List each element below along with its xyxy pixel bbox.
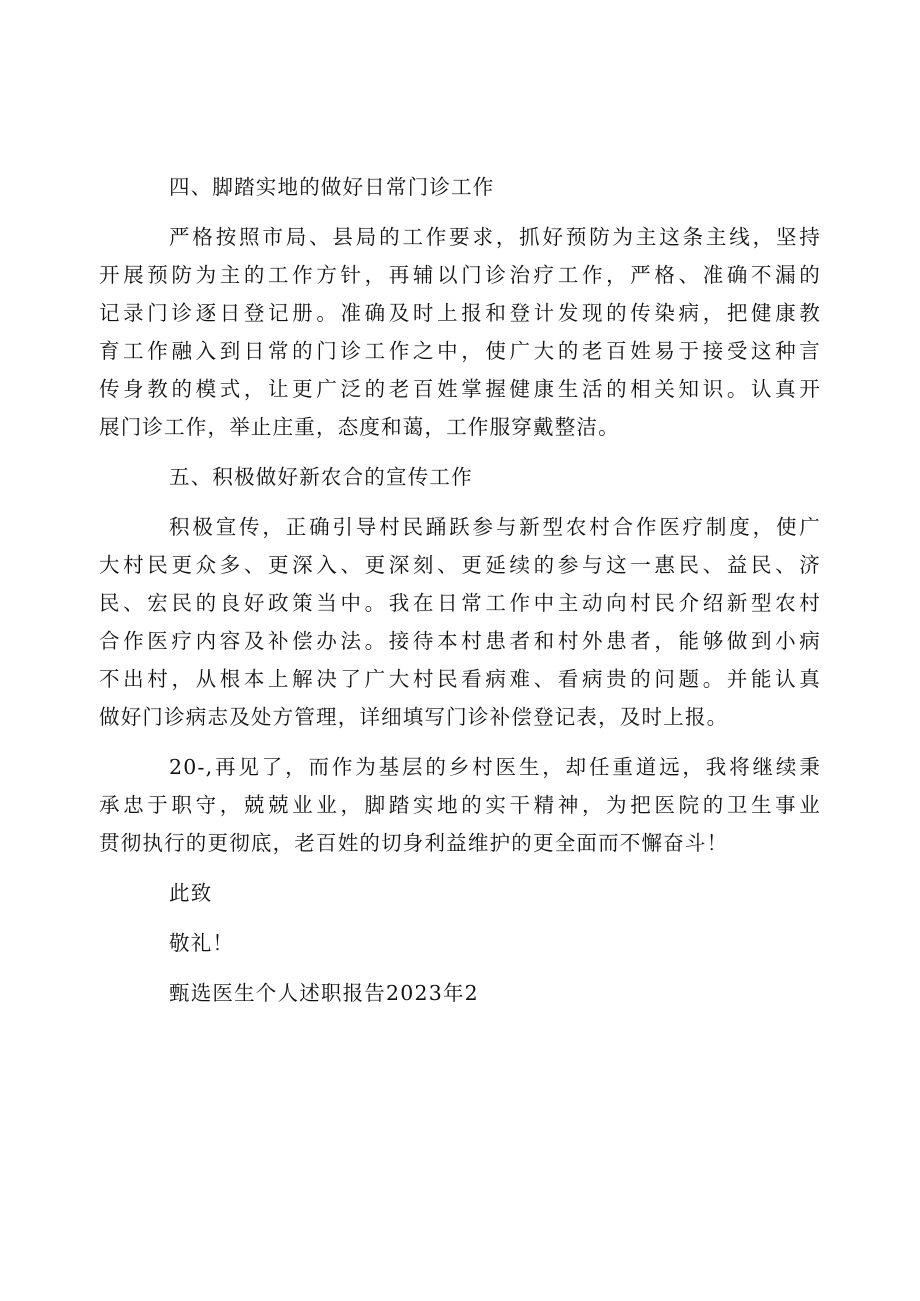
heading-text: 四、脚踏实地的做好日常门诊工作 [169, 175, 495, 199]
closing-paragraph [99, 748, 821, 862]
section-paragraph-4 [99, 218, 821, 446]
paragraph-line: 育工作融入到日常的门诊工作之中，使广大的老百姓易于接受这种言 [99, 339, 821, 363]
section-heading-5 [99, 458, 821, 496]
paragraph-line: 20-,再见了，而作为基层的乡村医生，却任重道远，我将继续秉 [169, 755, 821, 779]
paragraph-line: 大村民更众多、更深入、更深刻、更延续的参与这一惠民、益民、济 [99, 553, 821, 577]
salutation-text: 此致 [169, 881, 213, 905]
title-text: 甄选医生个人述职报告2023年2 [169, 981, 479, 1005]
paragraph-line: 严格按照市局、县局的工作要求，抓好预防为主这条主线，坚持 [169, 225, 821, 249]
salutation-1 [99, 874, 821, 912]
paragraph-line: 积极宣传，正确引导村民踊跃参与新型农村合作医疗制度，使广 [169, 515, 821, 539]
paragraph-line: 开展预防为主的工作方针，再辅以门诊治疗工作，严格、准确不漏的 [99, 263, 821, 287]
paragraph-line: 记录门诊逐日登记册。准确及时上报和登计发现的传染病，把健康教 [99, 301, 821, 325]
salutation-text: 敬礼！ [169, 931, 235, 955]
paragraph-line: 展门诊工作，举止庄重，态度和蔼，工作服穿戴整洁。 [99, 415, 620, 439]
next-document-title [99, 974, 821, 1012]
paragraph-line: 合作医疗内容及补偿办法。接待本村患者和村外患者，能够做到小病 [99, 629, 821, 653]
paragraph-line: 不出村，从根本上解决了广大村民看病难、看病贵的问题。并能认真 [99, 667, 821, 691]
paragraph-line: 贯彻执行的更彻底，老百姓的切身利益维护的更全面而不懈奋斗！ [99, 831, 729, 855]
paragraph-line: 承忠于职守，兢兢业业，脚踏实地的实干精神，为把医院的卫生事业 [99, 793, 821, 817]
section-paragraph-5 [99, 508, 821, 736]
heading-text: 五、积极做好新农合的宣传工作 [169, 465, 473, 489]
section-heading-4 [99, 168, 821, 206]
salutation-2 [99, 924, 821, 962]
document-body [99, 168, 821, 1024]
paragraph-line: 民、宏民的良好政策当中。我在日常工作中主动向村民介绍新型农村 [99, 591, 821, 615]
paragraph-line: 传身教的模式，让更广泛的老百姓掌握健康生活的相关知识。认真开 [99, 377, 821, 401]
paragraph-line: 做好门诊病志及处方管理，详细填写门诊补偿登记表，及时上报。 [99, 705, 729, 729]
